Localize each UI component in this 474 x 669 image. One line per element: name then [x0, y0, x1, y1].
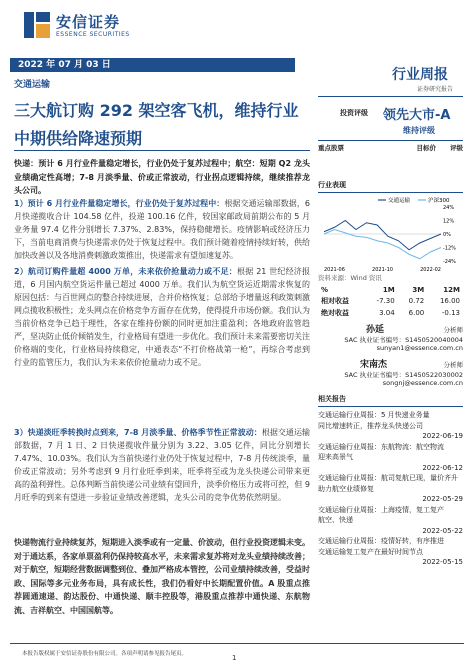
- page-title: [14, 97, 314, 153]
- list-item[interactable]: [318, 473, 463, 505]
- analyst-1-sac: SAC 执业证书编号：S1450520040004: [344, 336, 463, 344]
- section-2-body: 根据 21 世纪经济报道，6 月国内航空货运件量已超过 4000 万单。我们认为航空货运近期需求恢复的原因包括：与百世网点的整合持续进展，合并价格恢复；总部给予增量返利政策刺激网点揽收积极性；龙头网点在价格竞争方面存在优势，使得提升市场份额。我们认为当前价格竞争已趋于理性，各家在维持份额的同时更加注重盈利；各地政府监管趋严，坚决防止低价倾销发生，行业格局有望进一步优化。我们预计未来需要密切关注价格端的变化，行业格局持续稳定，中通表态“不打价格战第一枪”，再综合考虑到行业的监管压力，我们认为未来依价抢量动力或不足。: [14, 267, 311, 367]
- related-text: 交通运输行业周报：上海疫情，复工复产: [318, 505, 444, 514]
- report-type: 行业周报: [392, 67, 448, 83]
- analyst-2-sac: SAC 执业证书编号：S1450522030002: [344, 371, 463, 379]
- performance-header-row: [318, 285, 463, 295]
- performance-title: 行业表现: [318, 181, 346, 189]
- logo-en: ESSENCE SECURITIES: [56, 31, 130, 38]
- title-line-2: 中期供给降速预期: [14, 129, 143, 148]
- related-text: 交通运输行业周报：5 月快递业务量: [318, 411, 430, 419]
- header-rule: [318, 96, 463, 97]
- related-date: 2022-05-29: [422, 495, 463, 503]
- section-1-title: 1）预计 6 月行业件量稳定增长，行业仍处于复苏过程中：: [14, 199, 225, 208]
- list-item[interactable]: [318, 442, 463, 474]
- summary-rule: [14, 150, 310, 151]
- performance-section: [318, 180, 463, 319]
- related-title: 相关报告: [318, 395, 346, 403]
- perf-head-0: %: [321, 286, 329, 294]
- stock-table-header: [318, 140, 463, 152]
- title-line-1: 三大航订购 292 架空客飞机，维持行业: [14, 101, 299, 120]
- related-date: 2022-05-22: [422, 526, 463, 535]
- section-3: [14, 426, 310, 504]
- report-date: 2022 年 07 月 03 日: [10, 58, 295, 72]
- related-text: 交通运输行业周报：疫情好转，有序推进: [318, 537, 444, 545]
- x-tick-label: 2022-02: [420, 267, 441, 273]
- perf-head-1: 1M: [382, 286, 395, 294]
- perf-row-label: 绝对收益: [321, 309, 349, 317]
- related-date: 2022-06-19: [422, 432, 463, 440]
- analyst-1-name: 孙延: [366, 325, 385, 335]
- rating-sub: 维持评级: [403, 126, 435, 135]
- stock-col-name: 重点股票: [318, 144, 344, 152]
- perf-cell: 0.72: [408, 297, 425, 305]
- logo-cn: 安信证券: [56, 13, 121, 31]
- industry-label: 交通运输: [14, 80, 51, 90]
- footer-disclaimer: 本报告版权属于安信证券股份有限公司。各项声明请参见报告尾页。: [22, 651, 188, 657]
- performance-rule: [318, 192, 463, 193]
- x-tick-label: 2021-10: [372, 267, 393, 273]
- section-2-title: 2）航司订购件量超 4000 万单，未来依价抢量动力或不足：: [14, 267, 238, 276]
- related-text: 交通运输行业周报：东航物流：航空物流: [318, 442, 444, 451]
- perf-head-3: 12M: [443, 286, 460, 294]
- y-tick-label: 12%: [443, 218, 455, 225]
- stock-col-rating: 评级: [450, 144, 463, 152]
- section-3-body: 根据交通运输部数据，7 月 1 日、2 日快递揽收件量分别为 3.22、3.05 亿件，同比分别增长 7.47%、10.03%。我们认为当前快递行业仍处于恢复过程中，7-8 月传统淡季，量价或正常波动；另外考虑到 9 月行业旺季到来，旺季将至或为龙头快递公司带来更高的盈利弹性。总体判断当前快递公司业绩有望回升，淡季价格压力或将可控，但 9 月旺季的到来有望进一步验证业绩改善逻辑，龙头公司的竞争优势依然明显。: [14, 428, 310, 502]
- related-text: 航空、快递: [318, 516, 353, 524]
- analyst-1: [318, 322, 463, 352]
- perf-cell: -7.30: [376, 297, 395, 305]
- conclusion-text: 快递物流行业持续复苏，短期进入淡季或有一定量、价波动，但行业投资逻辑未变。对于通达系，各家单票盈利仍保持较高水平，未来需求复苏将对龙头业绩持续改善；对于航空，短期经营数据调整到位、叠加严格成本管控，公司业绩持续改善，受益时政、国际等多元业务布局，具有成长性，我们仍看好中长期配置价值。A 股重点推荐圆通速递、韵达股份、中通快递、顺丰控股等，港股重点推荐中通快递、东航物流、吉祥航空、中国国航等。: [14, 538, 310, 615]
- related-text: 助力航空业绩修复: [318, 484, 374, 493]
- perf-cell: 16.00: [439, 297, 460, 305]
- logo-icon: [22, 10, 52, 40]
- perf-row-label: 相对收益: [321, 297, 349, 305]
- page-number: 1: [232, 654, 237, 662]
- analyst-1-role: 分析师: [443, 326, 463, 334]
- section-2: [14, 265, 310, 369]
- rating-value: 领先大市-A: [383, 108, 451, 123]
- related-text: 迎来高景气: [318, 453, 353, 461]
- performance-chart: [318, 195, 463, 273]
- y-tick-label: -12%: [443, 245, 456, 252]
- related-rule: [318, 406, 463, 407]
- stock-col-target: 目标价: [416, 144, 436, 152]
- performance-table: [318, 285, 463, 319]
- list-item[interactable]: [318, 536, 463, 568]
- related-date: 2022-05-15: [422, 558, 463, 566]
- analyst-2-email: songnj@essence.com.cn: [382, 379, 463, 387]
- perf-head-2: 3M: [412, 286, 425, 294]
- conclusion: [14, 536, 310, 617]
- legend-label: 交通运输: [388, 198, 411, 204]
- summary-text: 快递：预计 6 月行业件量稳定增长，行业仍处于复苏过程中；航空：短期 Q2 龙头业绩确定性高增；7-8 月淡季量、价或正常波动，行业拐点逻辑持续，继续推荐龙头公司。: [14, 159, 310, 195]
- table-row: [318, 295, 463, 307]
- x-tick-label: 2021-06: [324, 267, 345, 273]
- rating-label: 投资评级: [340, 109, 368, 117]
- footer-rule: [10, 643, 464, 644]
- list-item[interactable]: [318, 410, 463, 442]
- related-text: 交通运输行业周报：航司复航已现，量价齐升: [318, 474, 458, 482]
- y-tick-label: -24%: [443, 259, 456, 265]
- related-text: 同比增速转正，推荐龙头快递公司: [318, 421, 423, 430]
- related-list: [318, 410, 463, 568]
- section-3-title: 3）快递淡旺季转换时点到来，7-8 月淡季量、价格季节性正常波动：: [14, 428, 262, 437]
- related-reports: [318, 394, 463, 568]
- table-row: [318, 307, 463, 319]
- legend-label: 沪深300: [428, 198, 450, 204]
- analyst-2-role: 分析师: [443, 361, 463, 369]
- y-tick-label: 0%: [443, 232, 451, 238]
- list-item[interactable]: [318, 505, 463, 537]
- performance-source: 资料来源：Wind 资讯: [318, 274, 382, 282]
- related-text: 交通运输复工复产在最好时间节点: [318, 547, 423, 556]
- related-date: 2022-06-12: [422, 463, 463, 472]
- section-1: [14, 197, 310, 262]
- series-line-1: [324, 221, 441, 250]
- y-tick-label: 24%: [443, 205, 455, 211]
- perf-cell: -0.13: [441, 309, 460, 317]
- analyst-2: [318, 357, 463, 387]
- perf-cell: 3.04: [379, 309, 395, 317]
- analyst-2-name: 宋南杰: [360, 360, 388, 370]
- report-subtitle: 证券研究报告: [417, 86, 454, 93]
- perf-cell: 6.00: [408, 309, 425, 317]
- section-1-body: 根据交通运输部数据，6 月快递揽收合计 104.58 亿件，投递 100.16 亿件，较国家邮政局前期公布的 5 月业务量 97.4 亿件分别增长 7.37%、2.83%，保持稳健增长。疫情影响或经济压力下，当前电商消费与快递需求仍处于恢复过程中。我们预计随着疫情持续好转，供给加快改善以及各地消费刺激政策推出，快递需求有望加速复苏。: [14, 199, 310, 260]
- analyst-1-email: sunyan1@essence.com.cn: [376, 344, 463, 352]
